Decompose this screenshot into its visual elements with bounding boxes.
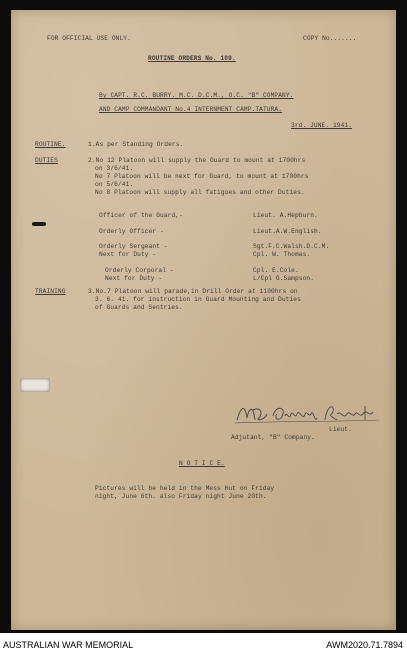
duties-line: on 5/6/41.	[95, 181, 134, 188]
roster-name: Sgt.F.C.Walsh.D.C.M.	[253, 243, 330, 250]
section-heading-routine: ROUTINE.	[35, 141, 66, 148]
punch-hole	[32, 222, 46, 226]
roster-role: Next for Duty -	[105, 275, 163, 282]
copy-number: COPY No.......	[303, 35, 357, 42]
signatory-rank: Lieut.	[329, 426, 352, 433]
duties-line: on 3/6/41.	[95, 165, 134, 172]
roster-role: Next for Duty -	[99, 251, 157, 258]
roster-role: Officer of the Guard,-	[99, 212, 183, 219]
signatory-position: Adjutant, "B" Company.	[231, 434, 315, 441]
notice-line: Pictures will be held in the Mess Hut on Friday	[95, 485, 275, 492]
roster-role: Orderly Sergeant -	[99, 243, 168, 250]
training-line: 3. 6. 41. for instruction in Guard Mounting and Duties	[95, 296, 301, 303]
document-date: 3rd. JUNE. 1941.	[291, 122, 353, 129]
training-line: of Guards and Sentries.	[95, 304, 183, 311]
routine-line: 1.As per Standing Orders.	[88, 141, 184, 148]
duties-line: No 8 Platoon will supply all fatigues and other Duties.	[95, 189, 305, 196]
training-line: 3.No.7 Platoon will parade,in Drill Order at 1100hrs on	[88, 288, 298, 295]
handwritten-signature	[233, 400, 381, 426]
archive-name: AUSTRALIAN WAR MEMORIAL	[3, 640, 134, 650]
duties-line: No 7 Platoon will be next for Guard, to mount at 1700hrs	[95, 173, 309, 180]
roster-name: Lieut.A.W.English.	[253, 228, 322, 235]
duties-line: 2.No 12 Platoon will supply the Guard to mount at 1700hrs	[88, 157, 306, 164]
document-title: ROUTINE ORDERS No. 109.	[148, 55, 236, 62]
author-line-1: By CAPT. R.C. BURRY. M.C. D.C.M., O.C. "B" COMPANY.	[99, 92, 294, 99]
roster-name: Lieut. A.Hepburn.	[253, 212, 318, 219]
punch-hole	[20, 378, 50, 392]
document-sheet	[11, 10, 396, 630]
roster-name: L/Cpl G.Sampson.	[253, 275, 315, 282]
archive-reference: AWM2020.71.7894	[326, 640, 403, 650]
roster-name: Cpl. E.Cole.	[253, 267, 299, 274]
roster-role: Orderly Officer -	[99, 228, 164, 235]
roster-role: Orderly Corporal -	[105, 267, 174, 274]
roster-name: Cpl. W. Thomas.	[253, 251, 311, 258]
section-heading-training: TRAINING	[35, 288, 66, 295]
notice-heading: N O T I C E.	[179, 460, 225, 467]
classification-label: FOR OFFICIAL USE ONLY.	[47, 35, 131, 42]
notice-line: night, June 6th. also Friday night June 20th.	[95, 493, 267, 500]
archive-footer	[0, 633, 407, 653]
section-heading-duties: DUTIES	[35, 157, 58, 164]
author-line-2: AND CAMP COMMANDANT No.4 INTERNMENT CAMP.TATURA.	[99, 106, 283, 113]
